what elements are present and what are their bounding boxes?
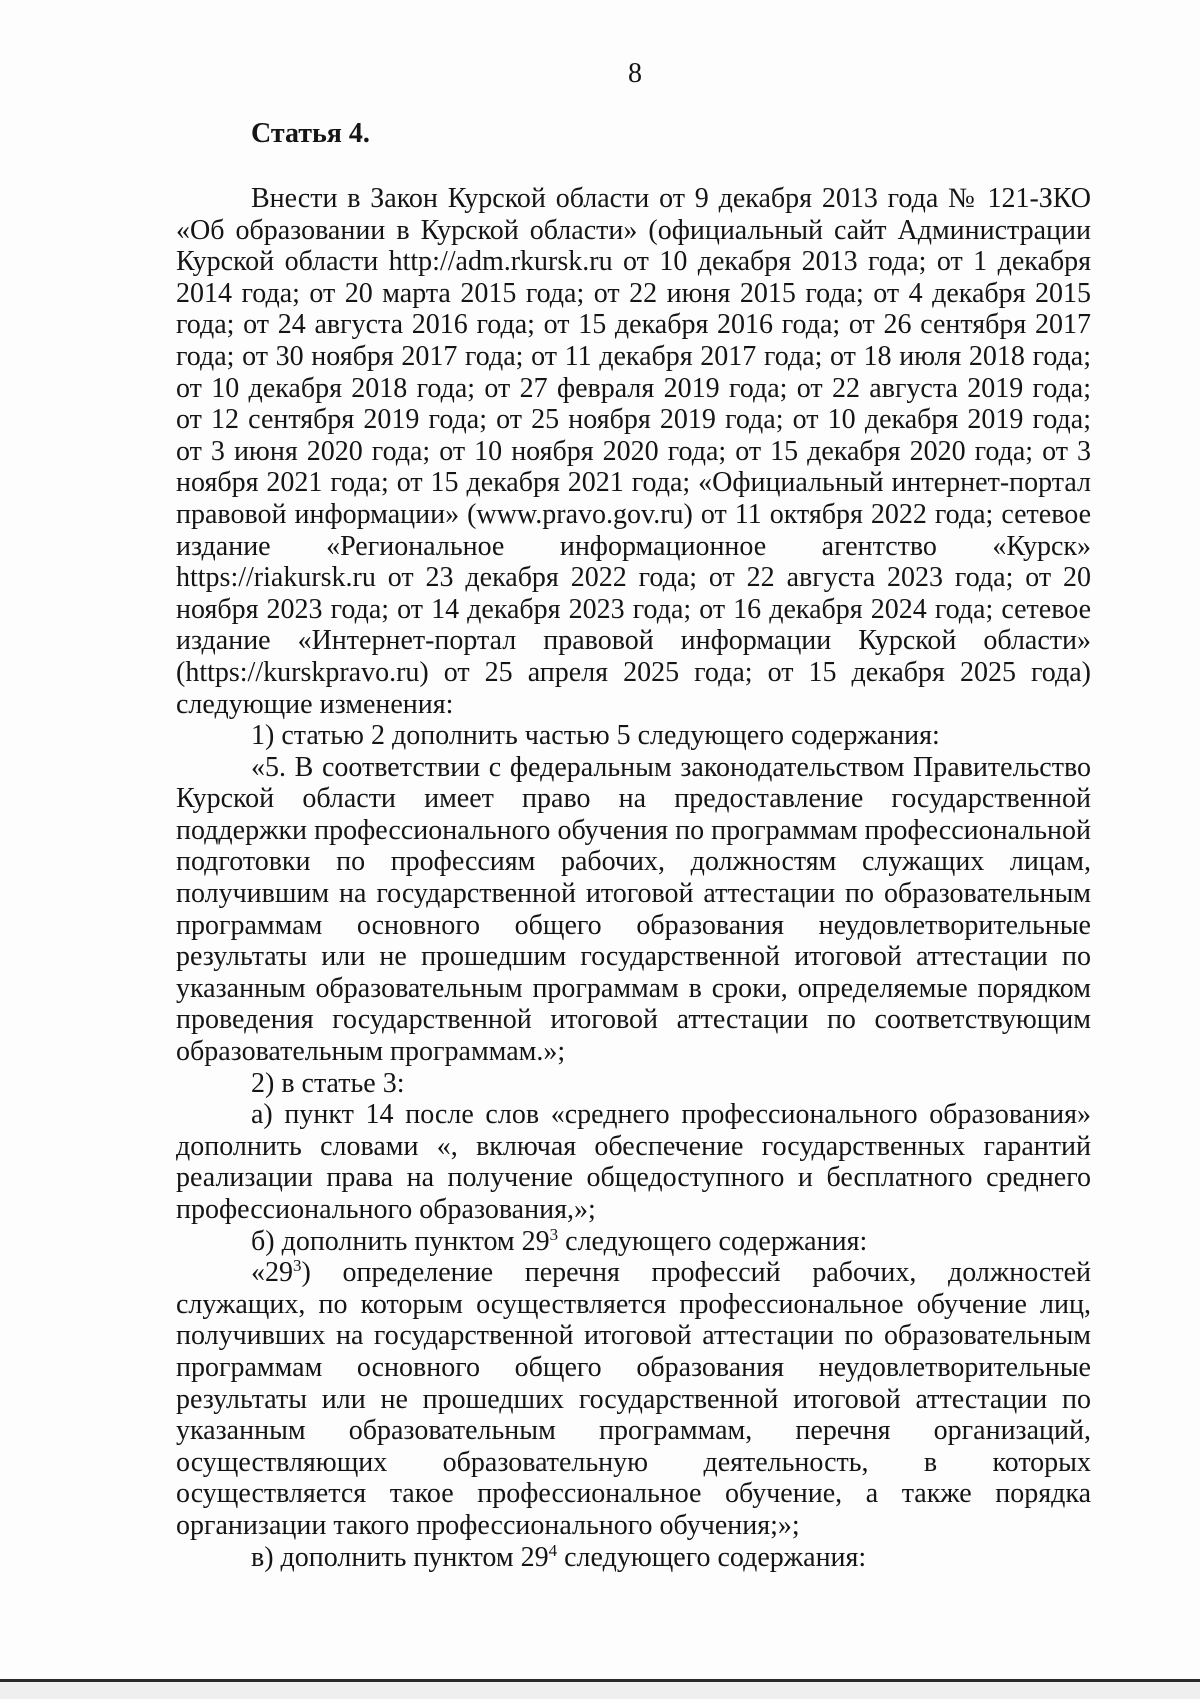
point-29-3-start: «29 <box>251 1257 293 1289</box>
paragraph-subitem-b <box>176 1226 1091 1258</box>
subitem-b-text-end: следующего содержания: <box>558 1225 868 1257</box>
superscript: 3 <box>293 1256 302 1276</box>
superscript: 3 <box>549 1224 559 1244</box>
scan-bottom-margin <box>0 1682 1200 1699</box>
point-29-3-body: ) определение перечня профессий рабочих, должностей служащих, по которым осуществляется профессиональное обучение лиц, получивших на государственной итоговой аттестации по образовательным программам основного общего образования неудовлетворительные результаты или не прошедших государственной итоговой аттестации по указанным образовательным программам, перечня организаций, осуществляющих образовательную деятельность, в которых осуществляется такое профессиональное обучение, а также порядка организации такого профессионального обучения;»; <box>176 1257 1091 1541</box>
superscript: 4 <box>548 1540 558 1560</box>
document-body <box>176 118 1091 1573</box>
subitem-v-text: в) дополнить пунктом 29 <box>251 1541 549 1573</box>
paragraph-subitem-a: а) пункт 14 после слов «среднего профессионального образования» дополнить словами «, включая обеспечение государственных гарантий реализации права на получение общедоступного и бесплатного среднего профессионального образования,»; <box>176 1099 1091 1225</box>
paragraph-item-2: 2) в статье 3: <box>251 1067 405 1099</box>
paragraph-intro: Внести в Закон Курской области от 9 декабря 2013 года № 121-ЗКО «Об образовании в Курской области» (официальный сайт Администрации Курской области http://adm.rkursk.ru от 10 декабря 2013 года; от 1 декабря 2014 года; от 20 марта 2015 года; от 22 июня 2015 года; от 4 декабря 2015 года; от 24 августа 2016 года; от 15 декабря 2016 года; от 26 сентября 2017 года; от 30 ноября 2017 года; от 11 декабря 2017 года; от 18 июля 2018 года; от 10 декабря 2018 года; от 27 февраля 2019 года; от 22 августа 2019 года; от 12 сентября 2019 года; от 25 ноября 2019 года; от 10 декабря 2019 года; от 3 июня 2020 года; от 10 ноября 2020 года; от 15 декабря 2020 года; от 3 ноября 2021 года; от 15 декабря 2021 года; «Официальный интернет-портал правовой информации» (www.pravo.gov.ru) от 11 октября 2022 года; сетевое издание «Региональное информационное агентство «Курск» https://riakursk.ru от 23 декабря 2022 года; от 22 августа 2023 года; от 20 ноября 2023 года; от 14 декабря 2023 года; от 16 декабря 2024 года; сетевое издание «Интернет-портал правовой информации Курской области» (https://kurskpravo.ru) от 25 апреля 2025 года; от 15 декабря 2025 года) следующие изменения: <box>176 183 1091 720</box>
paragraph-part-5-text: «5. В соответствии с федеральным законодательством Правительство Курской области имеет право на предоставление государственной поддержки профессионального обучения по программам профессиональной подготовки по профессиям рабочих, должностям служащих лицам, получившим на государственной итоговой аттестации по образовательным программам основного общего образования неудовлетворительные результаты или не прошедшим государственной итоговой аттестации по указанным образовательным программам в сроки, определяемые порядком проведения государственной итоговой аттестации по соответствующим образовательным программам.»; <box>176 751 1091 1068</box>
paragraph-subitem-v <box>176 1542 1091 1574</box>
page-number: 8 <box>628 58 642 89</box>
subitem-b-text: б) дополнить пунктом 29 <box>251 1225 550 1257</box>
subitem-v-text-end: следующего содержания: <box>557 1541 867 1573</box>
paragraph-item-1: 1) статью 2 дополнить частью 5 следующего содержания: <box>251 720 940 752</box>
article-heading: Статья 4. <box>251 118 370 149</box>
paragraph-point-29-3-text <box>176 1257 1091 1541</box>
